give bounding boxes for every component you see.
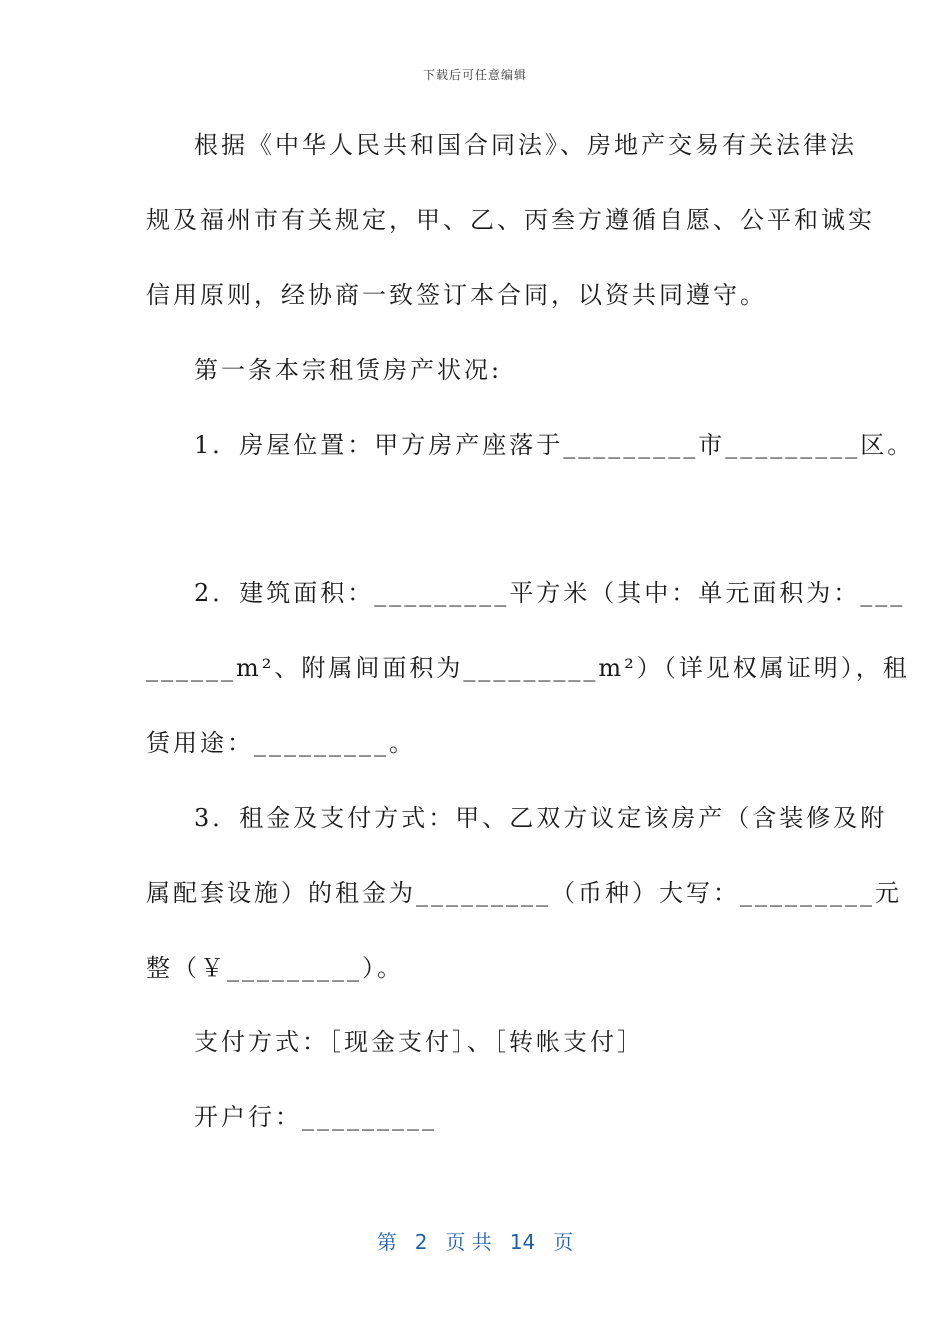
item1-location: 1．房屋位置：甲方房产座落于_________市_________区。 <box>194 431 915 459</box>
footer-current-page: 2 <box>414 1230 428 1254</box>
footer-total-pages: 14 <box>509 1230 536 1254</box>
item2-line-2: ______m²、附属间面积为_________m²）（详见权属证明），租 <box>146 654 910 682</box>
preamble-line-1: 根据《中华人民共和国合同法》、房地产交易有关法律法 <box>194 131 857 159</box>
item2-line-3: 赁用途：_________。 <box>146 729 416 757</box>
article1-title: 第一条本宗租赁房产状况: <box>194 356 503 384</box>
payment-method: 支付方式：［现金支付］、［转帐支付］ <box>194 1028 644 1056</box>
preamble-line-2: 规及福州市有关规定，甲、乙、丙叁方遵循自愿、公平和诚实 <box>146 206 875 234</box>
footer-middle: 页 共 <box>445 1230 492 1254</box>
item3-line-1: 3．租金及支付方式：甲、乙双方议定该房产（含装修及附 <box>194 804 888 832</box>
bank-line: 开户行：_________ <box>194 1103 437 1131</box>
header-note: 下载后可任意编辑 <box>422 68 527 82</box>
item3-line-2: 属配套设施）的租金为_________（币种）大写：_________元 <box>146 879 902 907</box>
footer-prefix: 第 <box>376 1230 397 1254</box>
page-footer <box>0 1226 950 1255</box>
footer-suffix: 页 <box>553 1230 574 1254</box>
item2-line-1: 2．建筑面积：_________平方米（其中：单元面积为：___ <box>194 579 906 607</box>
item3-line-3: 整（￥_________）。 <box>146 954 404 982</box>
preamble-line-3: 信用原则，经协商一致签订本合同，以资共同遵守。 <box>146 281 767 309</box>
